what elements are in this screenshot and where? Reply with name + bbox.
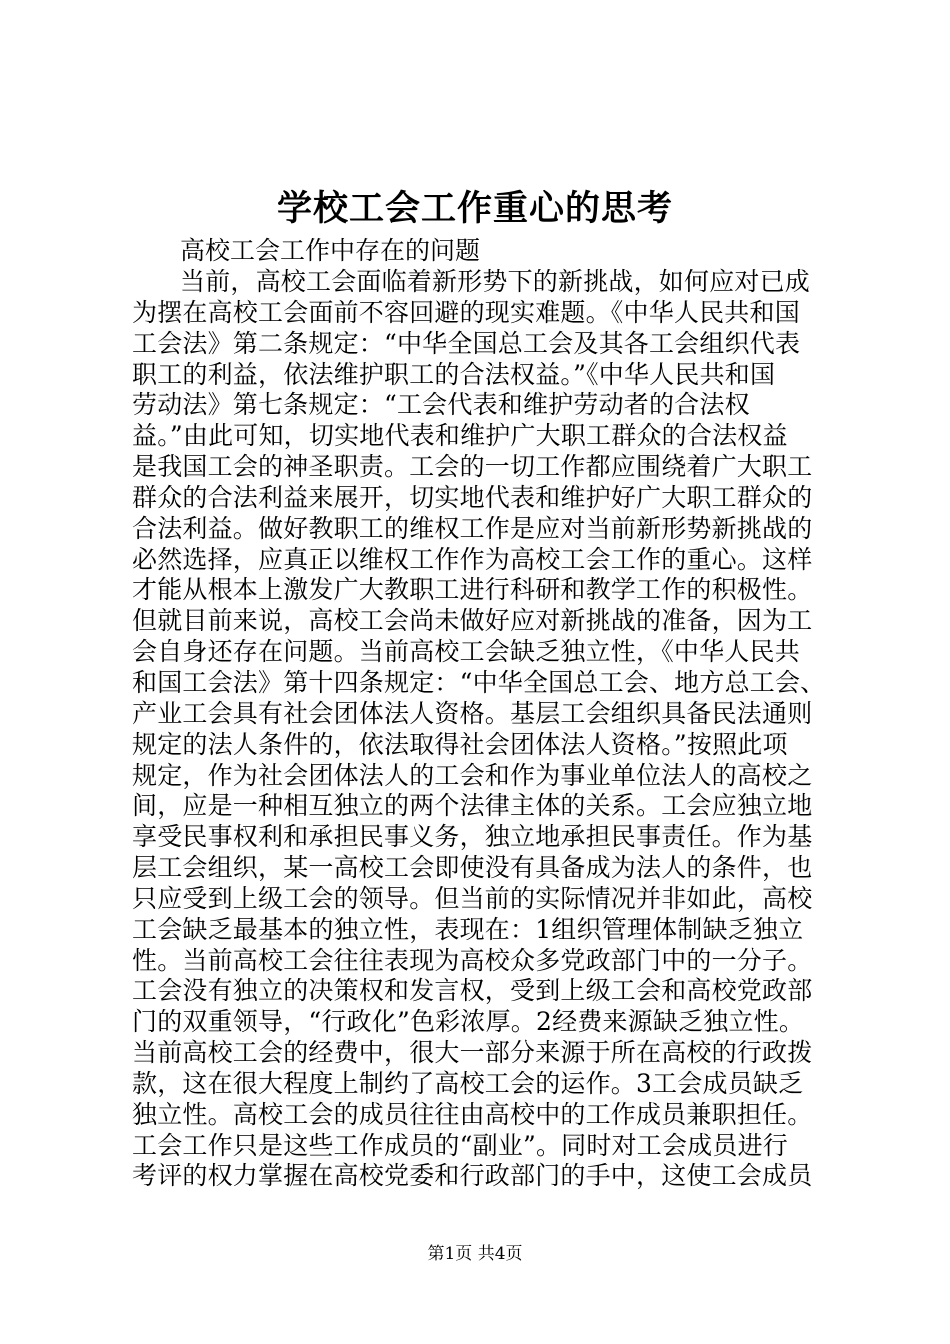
body-line: 独立性。高校工会的成员往往由高校中的工作成员兼职担任。 (132, 1099, 813, 1129)
body-line: 合法利益。做好教职工的维权工作是应对当前新形势新挑战的 (132, 513, 813, 543)
body-line: 劳动法》第七条规定：“工会代表和维护劳动者的合法权 (132, 390, 750, 420)
body-line: 层工会组织，某一高校工会即使没有具备成为法人的条件，也 (132, 853, 813, 883)
body-line: 为摆在高校工会面前不容回避的现实难题。《中华人民共和国 (132, 297, 800, 327)
body-line: 门的双重领导，“行政化”色彩浓厚。2经费来源缺乏独立性。 (132, 1007, 805, 1037)
body-line: 当前高校工会的经费中，很大一部分来源于所在高校的行政拨 (132, 1038, 813, 1068)
body-line: 规定，作为社会团体法人的工会和作为事业单位法人的高校之 (132, 760, 813, 790)
body-line: 是我国工会的神圣职责。工会的一切工作都应围绕着广大职工 (132, 452, 813, 482)
body-line: 间，应是一种相互独立的两个法律主体的关系。工会应独立地 (132, 791, 813, 821)
body-line: 工会工作只是这些工作成员的“副业”。同时对工会成员进行 (132, 1130, 788, 1160)
body-line: 工会没有独立的决策权和发言权，受到上级工会和高校党政部 (132, 976, 813, 1006)
body-line: 必然选择，应真正以维权工作作为高校工会工作的重心。这样 (132, 544, 813, 574)
document-title: 学校工会工作重心的思考 (276, 188, 673, 229)
body-text (132, 267, 852, 1192)
section-heading: 高校工会工作中存在的问题 (180, 236, 481, 265)
body-line: 款，这在很大程度上制约了高校工会的运作。3工会成员缺乏 (132, 1068, 804, 1098)
body-line: 只应受到上级工会的领导。但当前的实际情况并非如此，高校 (132, 883, 813, 913)
body-line: 享受民事权利和承担民事义务，独立地承担民事责任。作为基 (132, 822, 813, 852)
body-line: 但就目前来说，高校工会尚未做好应对新挑战的准备，因为工 (132, 606, 813, 636)
body-line: 才能从根本上激发广大教职工进行科研和教学工作的积极性。 (132, 575, 813, 605)
body-line: 职工的利益，依法维护职工的合法权益。”《中华人民共和国 (132, 359, 776, 389)
body-line: 规定的法人条件的，依法取得社会团体法人资格。”按照此项 (132, 729, 788, 759)
body-line: 工会法》第二条规定：“中华全国总工会及其各工会组织代表 (132, 328, 801, 358)
body-line: 工会缺乏最基本的独立性，表现在：1组织管理体制缺乏独立 (132, 914, 804, 944)
body-line: 群众的合法利益来展开，切实地代表和维护好广大职工群众的 (132, 482, 813, 512)
body-line: 益。”由此可知，切实地代表和维护广大职工群众的合法权益 (132, 421, 788, 451)
page-footer: 第1页 共4页 (427, 1244, 523, 1264)
body-line: 产业工会具有社会团体法人资格。基层工会组织具备民法通则 (132, 698, 813, 728)
body-line: 性。当前高校工会往往表现为高校众多党政部门中的一分子。 (132, 945, 813, 975)
body-line: 和国工会法》第十四条规定：“中华全国总工会、地方总工会、 (132, 667, 826, 697)
body-line: 当前，高校工会面临着新形势下的新挑战，如何应对已成 (180, 267, 811, 296)
body-line: 考评的权力掌握在高校党委和行政部门的手中，这使工会成员 (132, 1161, 813, 1191)
body-line: 会自身还存在问题。当前高校工会缺乏独立性，《中华人民共 (132, 637, 800, 667)
